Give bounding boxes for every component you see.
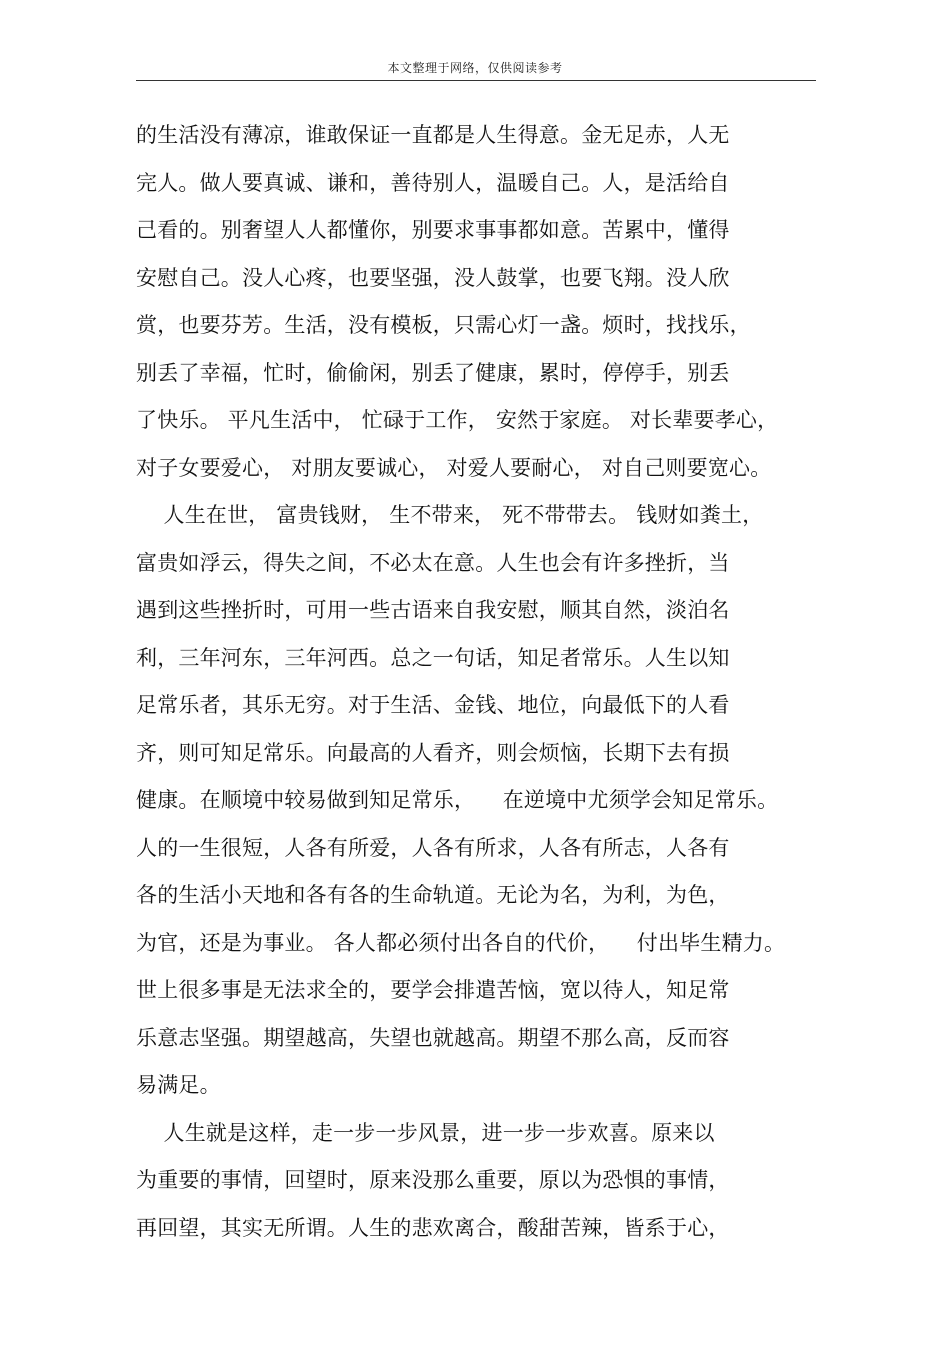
- text-line: 齐，则可知足常乐。向最高的人看齐，则会烦恼，长期下去有损: [136, 740, 730, 765]
- text-line: 己看的。别奢望人人都懂你，别要求事事都如意。苦累中，懂得: [136, 218, 730, 242]
- text-line: 易满足。: [136, 1073, 221, 1097]
- text-line: 完人。做人要真诚、谦和，善待别人，温暖自己。人，是活给自: [136, 170, 730, 195]
- paragraph-start-line: 人生就是这样，走一步一步风景，进一步一步欢喜。原来以: [136, 1120, 715, 1145]
- text-line: 富贵如浮云，得失之间，不必太在意。人生也会有许多挫折，当: [136, 550, 730, 575]
- text-line: 遇到这些挫折时，可用一些古语来自我安慰，顺其自然，淡泊名: [136, 598, 730, 622]
- text-line: 再回望，其实无所谓。人生的悲欢离合，酸甜苦辣，皆系于心，: [136, 1215, 730, 1240]
- text-line: 安慰自己。没人心疼，也要坚强，没人鼓掌，也要飞翔。没人欣: [136, 265, 730, 290]
- text-line: 别丢了幸福，忙时，偷偷闲，别丢了健康，累时，停停手，别丢: [136, 360, 730, 385]
- text-line: 各的生活小天地和各有各的生命轨道。无论为名，为利，为色，: [136, 883, 730, 907]
- text-line: 了快乐。 平凡生活中， 忙碌于工作， 安然于家庭。 对长辈要孝心，: [136, 408, 779, 432]
- text-line: 人的一生很短，人各有所爱，人各有所求，人各有所志，人各有: [136, 835, 730, 860]
- header-divider: [136, 80, 816, 81]
- paragraph-start-line: 人生在世， 富贵钱财， 生不带来， 死不带带去。 钱财如粪土，: [136, 503, 764, 527]
- text-line: 的生活没有薄凉，谁敢保证一直都是人生得意。金无足赤，人无: [136, 123, 730, 147]
- text-line: 乐意志坚强。期望越高，失望也就越高。期望不那么高，反而容: [136, 1025, 730, 1050]
- body-text: [136, 112, 836, 1252]
- text-line: 赏，也要芬芳。生活，没有模板，只需心灯一盏。烦时，找找乐，: [136, 313, 751, 337]
- text-line: 健康。在顺境中较易做到知足常乐， 在逆境中尤须学会知足常乐。: [136, 788, 779, 812]
- text-line: 世上很多事是无法求全的，要学会排遣苦恼，宽以待人，知足常: [136, 978, 730, 1002]
- page-header: 本文整理于网络，仅供阅读参考: [387, 61, 563, 75]
- text-line: 对子女要爱心， 对朋友要诚心， 对爱人要耐心， 对自己则要宽心。: [136, 455, 772, 480]
- text-line: 为官，还是为事业。 各人都必须付出各自的代价， 付出毕生精力。: [136, 930, 786, 955]
- text-line: 为重要的事情，回望时，原来没那么重要，原以为恐惧的事情，: [136, 1168, 730, 1192]
- text-line: 足常乐者，其乐无穷。对于生活、金钱、地位，向最低下的人看: [136, 693, 730, 717]
- text-line: 利，三年河东，三年河西。总之一句话，知足者常乐。人生以知: [136, 645, 730, 670]
